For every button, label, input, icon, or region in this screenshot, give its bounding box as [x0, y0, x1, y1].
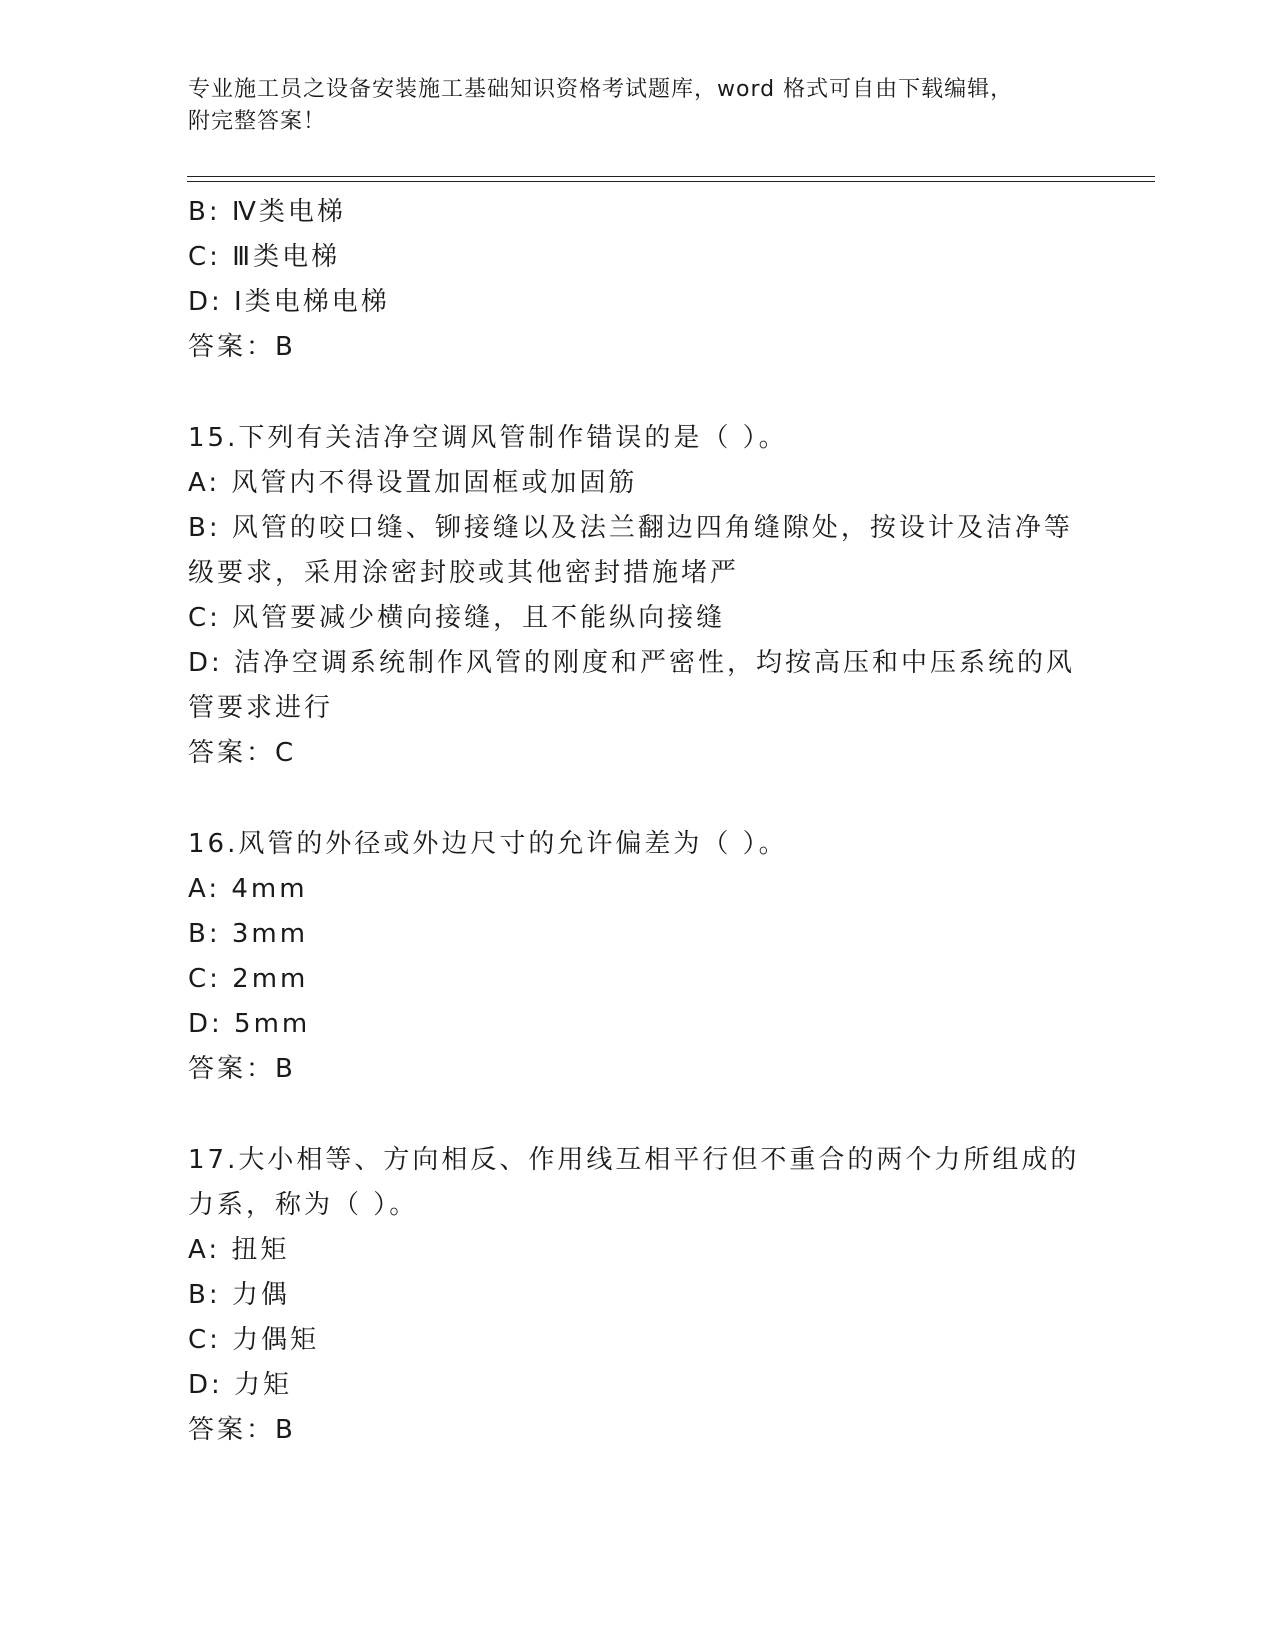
option-b: B: 风管的咬口缝、铆接缝以及法兰翻边四角缝隙处，按设计及洁净等级要求，采用涂密封胶或其他密封措施堵严: [188, 513, 1073, 588]
header-rule-bottom: [187, 181, 1155, 182]
option-c: C: 风管要减少横向接缝，且不能纵向接缝: [188, 603, 726, 633]
question-stem: 16.风管的外径或外边尺寸的允许偏差为（ ）。: [188, 829, 788, 859]
question-16: [188, 822, 1088, 1092]
option-a: A: 4mm: [188, 874, 308, 904]
question-content: [188, 190, 1088, 1453]
option-d: D: 洁净空调系统制作风管的刚度和严密性，均按高压和中压系统的风管要求进行: [188, 648, 1076, 723]
answer: 答案：B: [188, 1415, 296, 1445]
option-d: D: Ⅰ类电梯电梯: [188, 287, 390, 317]
spacer: [188, 1092, 1088, 1138]
answer: 答案：B: [188, 332, 296, 362]
header-rule-top: [187, 176, 1155, 177]
option-d: D: 5mm: [188, 1009, 311, 1039]
question-stem: 15.下列有关洁净空调风管制作错误的是（ ）。: [188, 423, 788, 453]
option-a: A: 扭矩: [188, 1235, 290, 1265]
document-header: [188, 74, 1068, 138]
option-d: D: 力矩: [188, 1370, 293, 1400]
spacer: [188, 370, 1088, 416]
question-17: [188, 1138, 1088, 1453]
option-b: B: 力偶: [188, 1280, 290, 1310]
option-c: C: Ⅲ类电梯: [188, 242, 341, 272]
option-c: C: 力偶矩: [188, 1325, 320, 1355]
option-c: C: 2mm: [188, 964, 309, 994]
header-line-1: 专业施工员之设备安装施工基础知识资格考试题库，word 格式可自由下载编辑，: [188, 77, 1014, 102]
answer: 答案：B: [188, 1054, 296, 1084]
option-b: B: Ⅳ类电梯: [188, 197, 346, 227]
question-stem: 17.大小相等、方向相反、作用线互相平行但不重合的两个力所组成的力系，称为（ ）。: [188, 1145, 1080, 1220]
option-a: A: 风管内不得设置加固框或加固筋: [188, 468, 638, 498]
option-b: B: 3mm: [188, 919, 309, 949]
spacer: [188, 776, 1088, 822]
partial-question: [188, 190, 1088, 370]
answer: 答案：C: [188, 738, 297, 768]
question-15: [188, 416, 1088, 776]
header-line-2: 附完整答案！: [188, 109, 327, 134]
